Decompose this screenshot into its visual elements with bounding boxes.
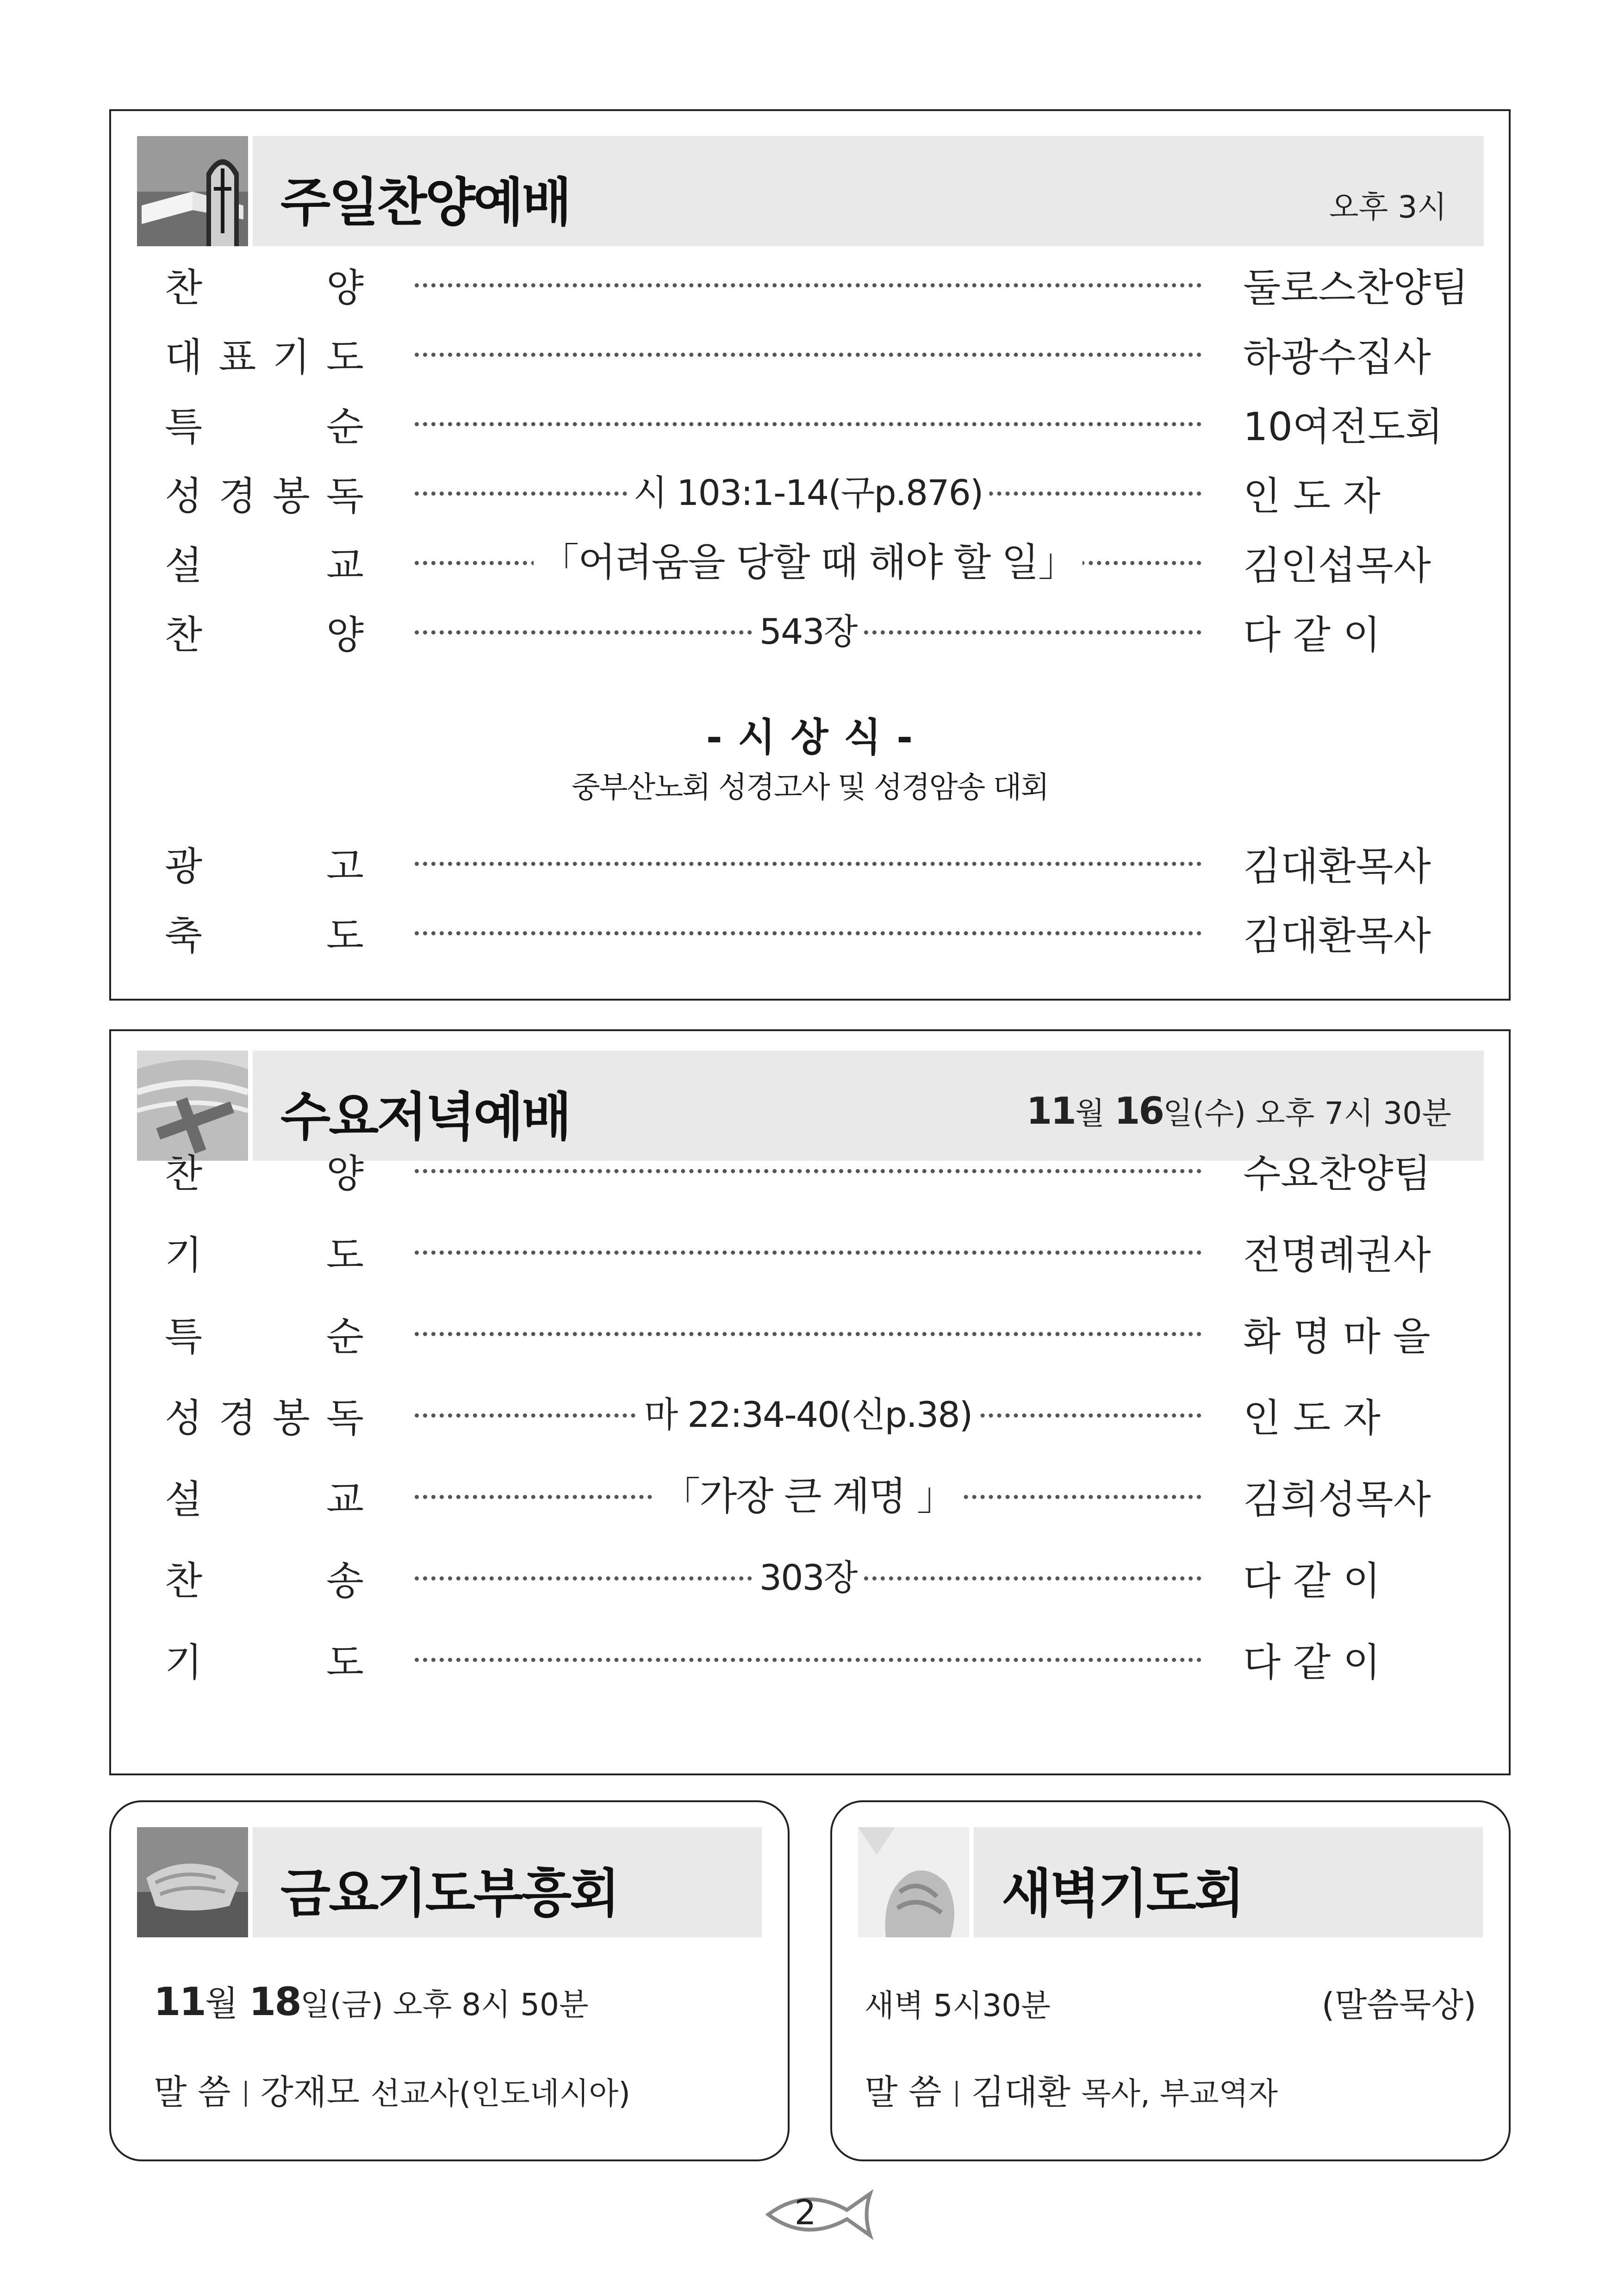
page-number-fish — [759, 2184, 879, 2245]
program-row — [165, 259, 1469, 311]
program-item-person: 김대환목사 — [1243, 913, 1431, 958]
program-item-person: 화 명 마 을 — [1243, 1313, 1431, 1359]
label-char: 봉 — [272, 473, 310, 519]
program-item-label — [165, 537, 364, 588]
program-item-label — [165, 1634, 364, 1685]
label-char: 교 — [326, 1476, 364, 1522]
program-row — [165, 1308, 1461, 1359]
program-item-person: 전명례권사 — [1243, 1232, 1431, 1278]
dotted-leader — [415, 1658, 1201, 1662]
label-char: 찬 — [165, 1151, 203, 1196]
label-char: 특 — [165, 1313, 203, 1359]
program-item-person: 인 도 자 — [1243, 1395, 1381, 1441]
program-item-label — [165, 1308, 364, 1359]
praying-hands-bible-image — [137, 1827, 248, 1937]
program-item-person: 다 같 이 — [1243, 1558, 1381, 1604]
label-char: 경 — [218, 1395, 256, 1441]
friday-speaker-line — [154, 2065, 630, 2114]
program-item-label — [165, 467, 364, 518]
word-label: 말 씀 — [865, 2072, 942, 2112]
month-number: 11 — [154, 1979, 205, 2024]
program-row — [165, 398, 1461, 449]
program-row — [165, 1389, 1461, 1440]
label-char: 광 — [165, 843, 203, 889]
label-char: 경 — [218, 473, 256, 519]
label-char: 도 — [326, 913, 364, 958]
dotted-leader — [415, 862, 1201, 866]
program-row — [165, 838, 1461, 889]
program-item-person: 하광수집사 — [1243, 334, 1431, 380]
program-item-person: 10여전도회 — [1243, 404, 1443, 449]
day-number: 18 — [249, 1979, 300, 2024]
program-item-detail: 마 22:34-40(신p.38) — [638, 1389, 979, 1440]
friday-time — [154, 1976, 589, 2025]
label-char: 양 — [326, 265, 364, 311]
label-char: 성 — [165, 473, 203, 519]
separator — [245, 2081, 247, 2107]
dotted-leader — [415, 422, 1201, 426]
label-char: 독 — [326, 1395, 364, 1441]
program-item-label — [165, 1145, 364, 1196]
word-label: 말 씀 — [154, 2072, 231, 2112]
section-title: 수요저녁예배 — [280, 1087, 570, 1147]
program-item-detail: 「어려움을 당할 때 해야 할 일」 — [534, 537, 1083, 588]
dotted-leader — [415, 353, 1201, 357]
program-item-detail: 시 103:1-14(구p.876) — [627, 467, 989, 518]
label-char: 기 — [165, 1232, 203, 1278]
section-title: 금요기도부흥회 — [280, 1864, 618, 1924]
program-row — [165, 537, 1461, 588]
program-row — [165, 329, 1461, 380]
speaker-name: 강재모 — [260, 2072, 360, 2112]
dotted-leader — [415, 1251, 1201, 1255]
label-char: 교 — [326, 542, 364, 588]
label-char: 도 — [326, 1232, 364, 1278]
label-char: 도 — [326, 334, 364, 380]
program-row — [165, 1145, 1461, 1196]
program-item-label — [165, 1471, 364, 1522]
praying-hands-image — [858, 1827, 969, 1937]
dotted-leader — [415, 931, 1201, 935]
program-row — [165, 907, 1461, 958]
section-title: 새벽기도회 — [1002, 1864, 1243, 1924]
dotted-leader — [415, 1169, 1201, 1173]
sunday-worship-section — [109, 109, 1511, 1001]
program-item-person: 김인섭목사 — [1243, 542, 1431, 588]
label-char: 독 — [326, 473, 364, 519]
label-char: 설 — [165, 1476, 203, 1522]
program-item-person: 둘로스찬양팀 — [1243, 265, 1469, 311]
program-item-label — [165, 838, 364, 889]
program-item-person: 김대환목사 — [1243, 843, 1431, 889]
program-item-detail: 543장 — [753, 606, 863, 657]
label-char: 찬 — [165, 612, 203, 658]
sunday-header-bar — [253, 136, 1484, 246]
bible-cross-window-image — [137, 136, 248, 246]
label-char: 대 — [165, 334, 203, 380]
speaker-role: 선교사(인도네시아) — [370, 2076, 631, 2111]
program-item-label — [165, 907, 364, 958]
page-number: 2 — [794, 2193, 816, 2233]
label-char: 양 — [326, 612, 364, 658]
label-char: 송 — [326, 1558, 364, 1604]
program-item-label — [165, 1226, 364, 1277]
program-item-person: 수요찬양팀 — [1243, 1151, 1431, 1196]
program-item-detail: 303장 — [753, 1552, 863, 1603]
label-char: 설 — [165, 542, 203, 588]
program-row — [165, 467, 1461, 518]
program-row — [165, 606, 1461, 657]
service-time: 오후 3시 — [1329, 189, 1447, 225]
speaker-name: 김대환 — [971, 2072, 1070, 2112]
day-number: 16 — [1114, 1089, 1164, 1132]
program-row — [165, 1634, 1461, 1685]
program-item-person: 김희성목사 — [1243, 1476, 1431, 1522]
label-char: 순 — [326, 404, 364, 449]
label-char: 양 — [326, 1151, 364, 1196]
ceremony-title: - 시 상 식 - — [706, 715, 914, 760]
program-item-person: 인 도 자 — [1243, 473, 1381, 519]
day-unit: 일(금) 오후 8시 50분 — [300, 1987, 589, 2022]
label-char: 기 — [272, 334, 310, 380]
program-item-label — [165, 259, 364, 310]
label-char: 도 — [326, 1639, 364, 1685]
dawn-header-bar — [974, 1827, 1483, 1937]
section-title: 주일찬양예배 — [280, 173, 570, 233]
service-time — [1027, 1089, 1451, 1132]
label-char: 축 — [165, 913, 203, 958]
dawn-prayer-section — [830, 1800, 1511, 2161]
program-item-label — [165, 1389, 364, 1440]
dawn-speaker-line — [865, 2065, 1278, 2114]
wednesday-worship-section — [109, 1029, 1511, 1775]
dawn-note: (말씀묵상) — [1321, 1985, 1476, 2024]
label-char: 봉 — [272, 1395, 310, 1441]
program-item-person: 다 같 이 — [1243, 612, 1381, 658]
dotted-leader — [415, 1332, 1201, 1336]
day-unit: 일(수) 오후 7시 30분 — [1163, 1095, 1451, 1131]
month-number: 11 — [1026, 1089, 1075, 1132]
label-char: 기 — [165, 1639, 203, 1685]
label-char: 특 — [165, 404, 203, 449]
program-row — [165, 1226, 1461, 1277]
program-item-label — [165, 329, 364, 380]
program-item-label — [165, 398, 364, 449]
program-row — [165, 1552, 1461, 1603]
label-char: 고 — [326, 843, 364, 889]
program-row — [165, 1471, 1461, 1522]
label-char: 성 — [165, 1395, 203, 1441]
dotted-leader — [415, 283, 1201, 287]
speaker-role: 목사, 부교역자 — [1081, 2076, 1278, 2111]
friday-header-bar — [253, 1827, 762, 1937]
label-char: 찬 — [165, 265, 203, 311]
program-item-detail: 「가장 큰 계명 」 — [655, 1471, 961, 1522]
month-unit: 월 — [1075, 1095, 1105, 1131]
friday-prayer-section — [109, 1800, 790, 2161]
program-item-label — [165, 1552, 364, 1603]
label-char: 표 — [218, 334, 256, 380]
dawn-time: 새벽 5시30분 — [865, 1988, 1051, 2023]
program-item-person: 다 같 이 — [1243, 1639, 1381, 1685]
ceremony-subtitle: 중부산노회 성경고사 및 성경암송 대회 — [571, 771, 1049, 805]
month-unit: 월 — [205, 1984, 238, 2023]
separator — [956, 2081, 958, 2107]
label-char: 찬 — [165, 1558, 203, 1604]
program-item-label — [165, 606, 364, 657]
label-char: 순 — [326, 1313, 364, 1359]
